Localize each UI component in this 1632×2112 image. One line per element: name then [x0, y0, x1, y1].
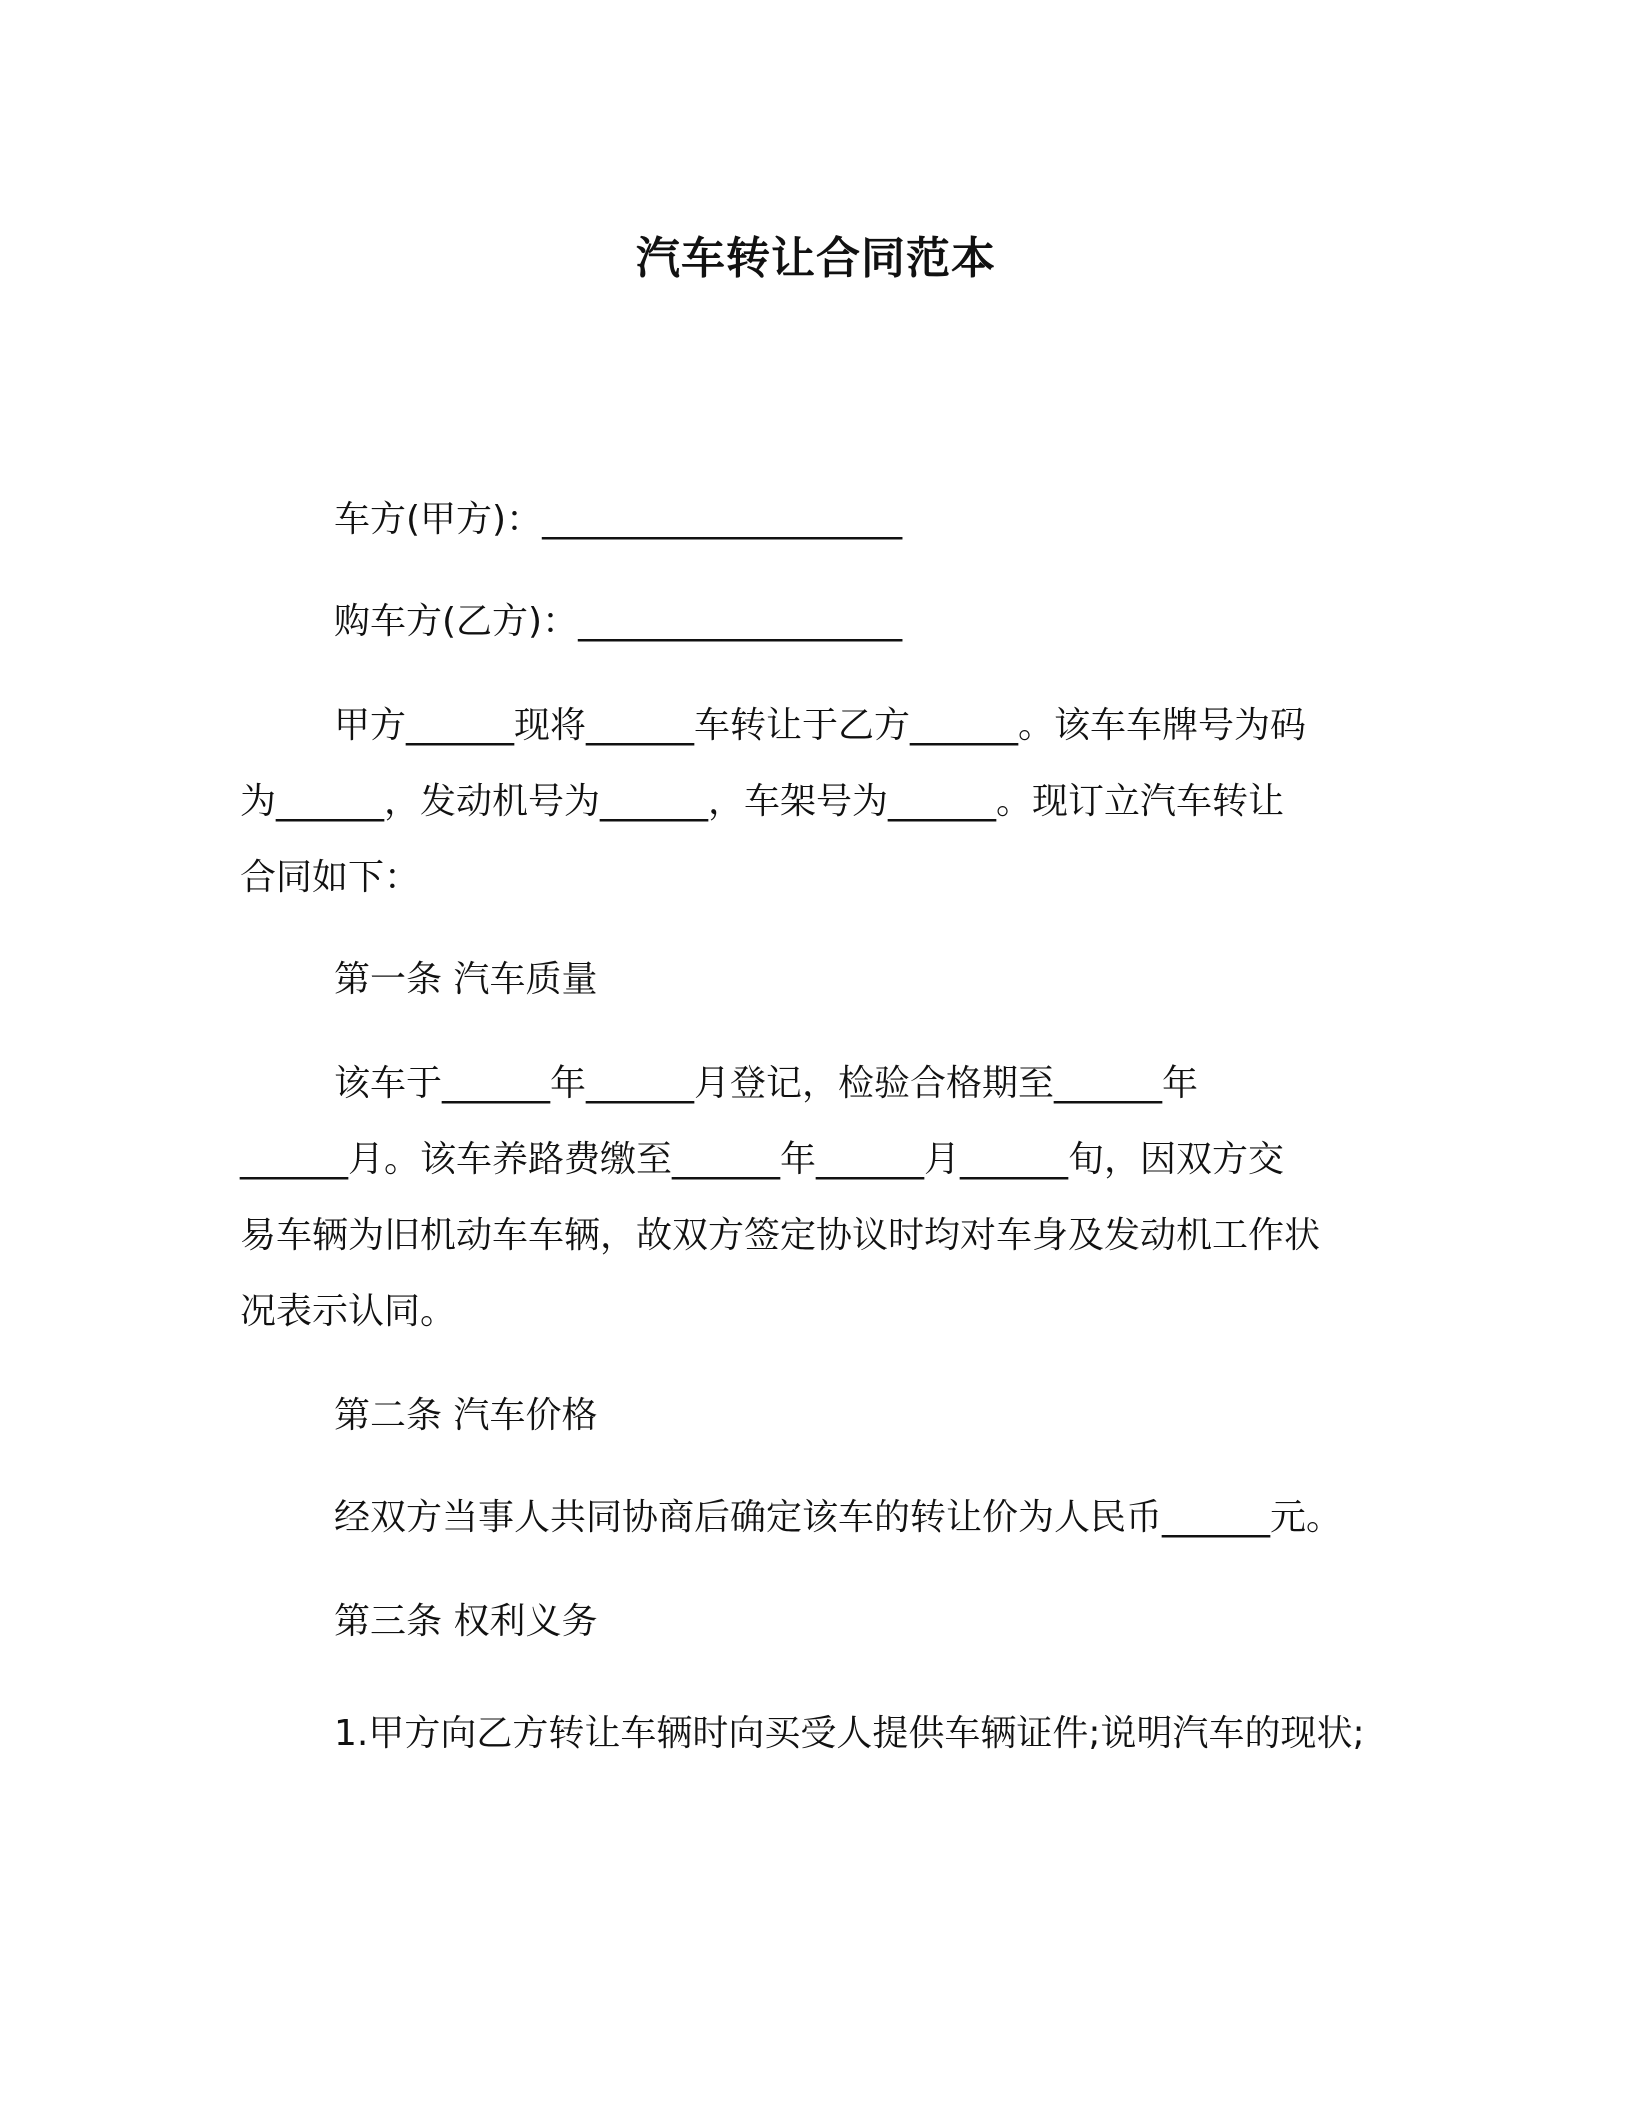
article3-item-1: 1.甲方向乙方转让车辆时向买受人提供车辆证件;说明汽车的现状;	[334, 1713, 1365, 1754]
intro-line-1: 甲方______现将______车转让于乙方______。该车车牌号为码	[334, 705, 1307, 746]
article1-heading: 第一条 汽车质量	[334, 959, 598, 1000]
article1-line-4: 况表示认同。	[240, 1291, 457, 1332]
article2-text: 经双方当事人共同协商后确定该车的转让价为人民币______元。	[334, 1497, 1343, 1538]
article2-heading: 第二条 汽车价格	[334, 1395, 598, 1436]
intro-line-3: 合同如下：	[240, 857, 421, 898]
intro-line-2: 为______，发动机号为______，车架号为______。现订立汽车转让	[240, 781, 1285, 822]
document-title: 汽车转让合同范本	[636, 233, 996, 284]
article3-heading: 第三条 权利义务	[334, 1601, 598, 1642]
article1-line-1: 该车于______年______月登记，检验合格期至______年	[334, 1063, 1199, 1104]
seller-line: 车方(甲方)：____________________	[334, 499, 903, 540]
article1-line-2: ______月。该车养路费缴至______年______月______旬，因双方交	[240, 1139, 1285, 1180]
buyer-line: 购车方(乙方)：__________________	[334, 601, 903, 642]
article1-line-3: 易车辆为旧机动车车辆，故双方签定协议时均对车身及发动机工作状	[240, 1215, 1321, 1256]
